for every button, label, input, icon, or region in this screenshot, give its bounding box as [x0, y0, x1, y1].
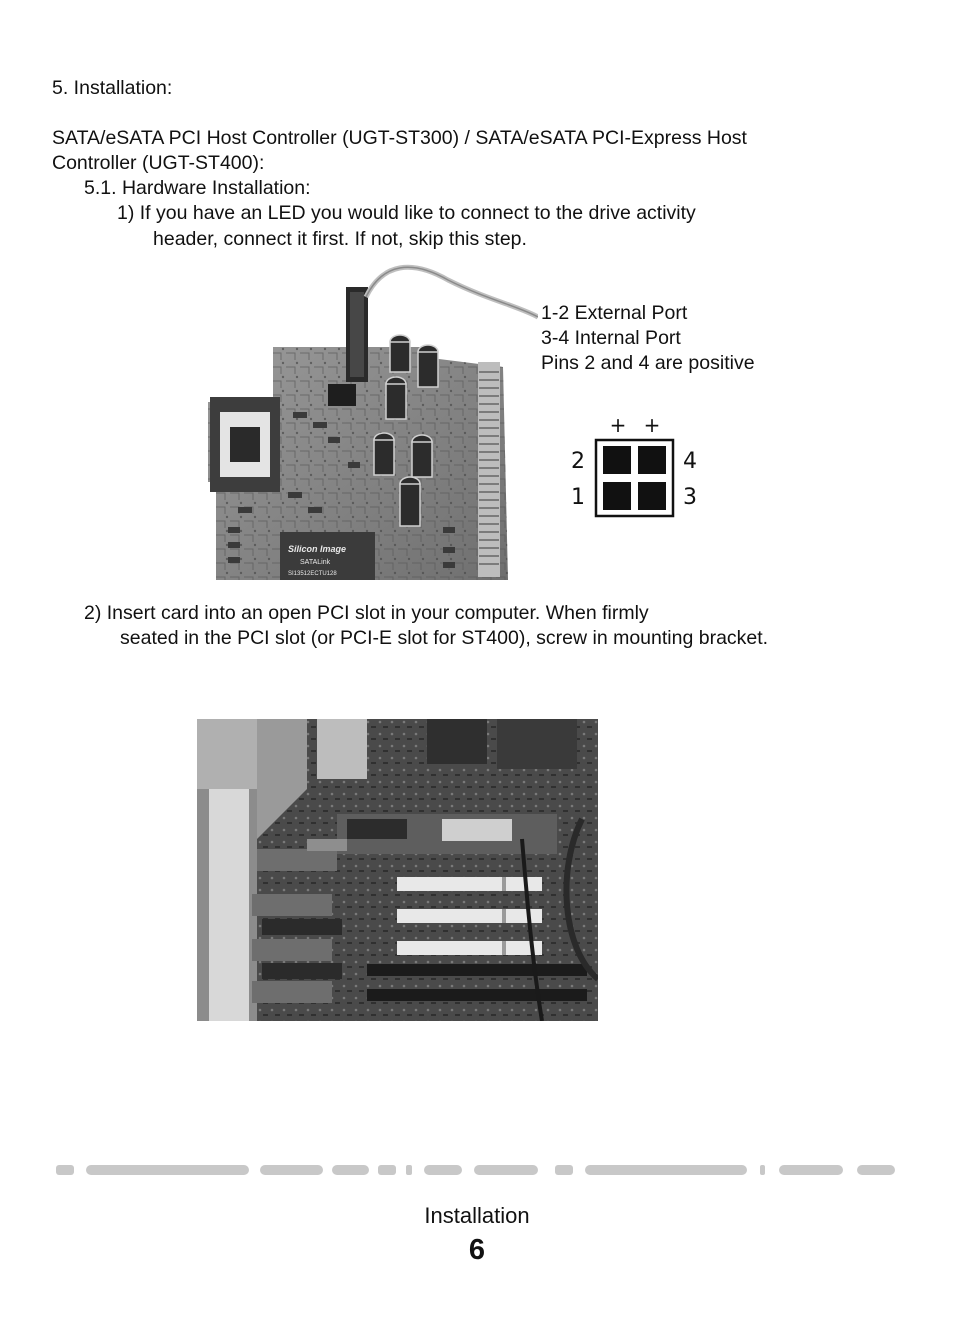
- chip-sub: SATALink: [300, 559, 331, 566]
- pin-label-2: 2: [571, 449, 585, 474]
- controller-card-photo: [188, 262, 538, 580]
- installed-card-photo: [197, 719, 598, 1021]
- intro-line-1: SATA/eSATA PCI Host Controller (UGT-ST300) / SATA/eSATA PCI-Express Host: [52, 127, 747, 149]
- pin-label-4: 4: [683, 449, 697, 474]
- subsection-heading: 5.1. Hardware Installation:: [84, 177, 311, 199]
- pin-note-internal: 3-4 Internal Port: [541, 327, 681, 349]
- page-number: 6: [468, 1234, 486, 1266]
- pin-1: [603, 482, 631, 510]
- intro-line-2: Controller (UGT-ST400):: [52, 152, 265, 174]
- step-2-text-continued: seated in the PCI slot (or PCI-E slot for ST400), screw in mounting bracket.: [120, 627, 769, 649]
- footer-divider: [56, 1164, 896, 1176]
- section-heading: 5. Installation:: [52, 77, 173, 99]
- step-1-text-continued: header, connect it first. If not, skip this step.: [153, 228, 527, 250]
- pin-note-polarity: Pins 2 and 4 are positive: [541, 352, 755, 374]
- chip-brand: Silicon Image: [288, 544, 347, 554]
- chip-code: SI13512ECTU128: [288, 571, 337, 577]
- pin-label-3: 3: [683, 485, 697, 510]
- pin-2: [603, 446, 631, 474]
- step-1-text: 1) If you have an LED you would like to connect to the drive activity: [117, 202, 696, 224]
- plus-left: +: [609, 413, 627, 437]
- pin-4: [638, 446, 666, 474]
- step-2-text: 2) Insert card into an open PCI slot in your computer. When firmly: [84, 602, 649, 624]
- footer-section-label: Installation: [424, 1203, 530, 1228]
- pin-header-diagram: [560, 410, 720, 520]
- plus-right: +: [643, 413, 661, 437]
- pin-label-1: 1: [571, 485, 585, 510]
- pin-notes: [541, 301, 755, 376]
- pin-3: [638, 482, 666, 510]
- pin-note-external: 1-2 External Port: [541, 302, 688, 324]
